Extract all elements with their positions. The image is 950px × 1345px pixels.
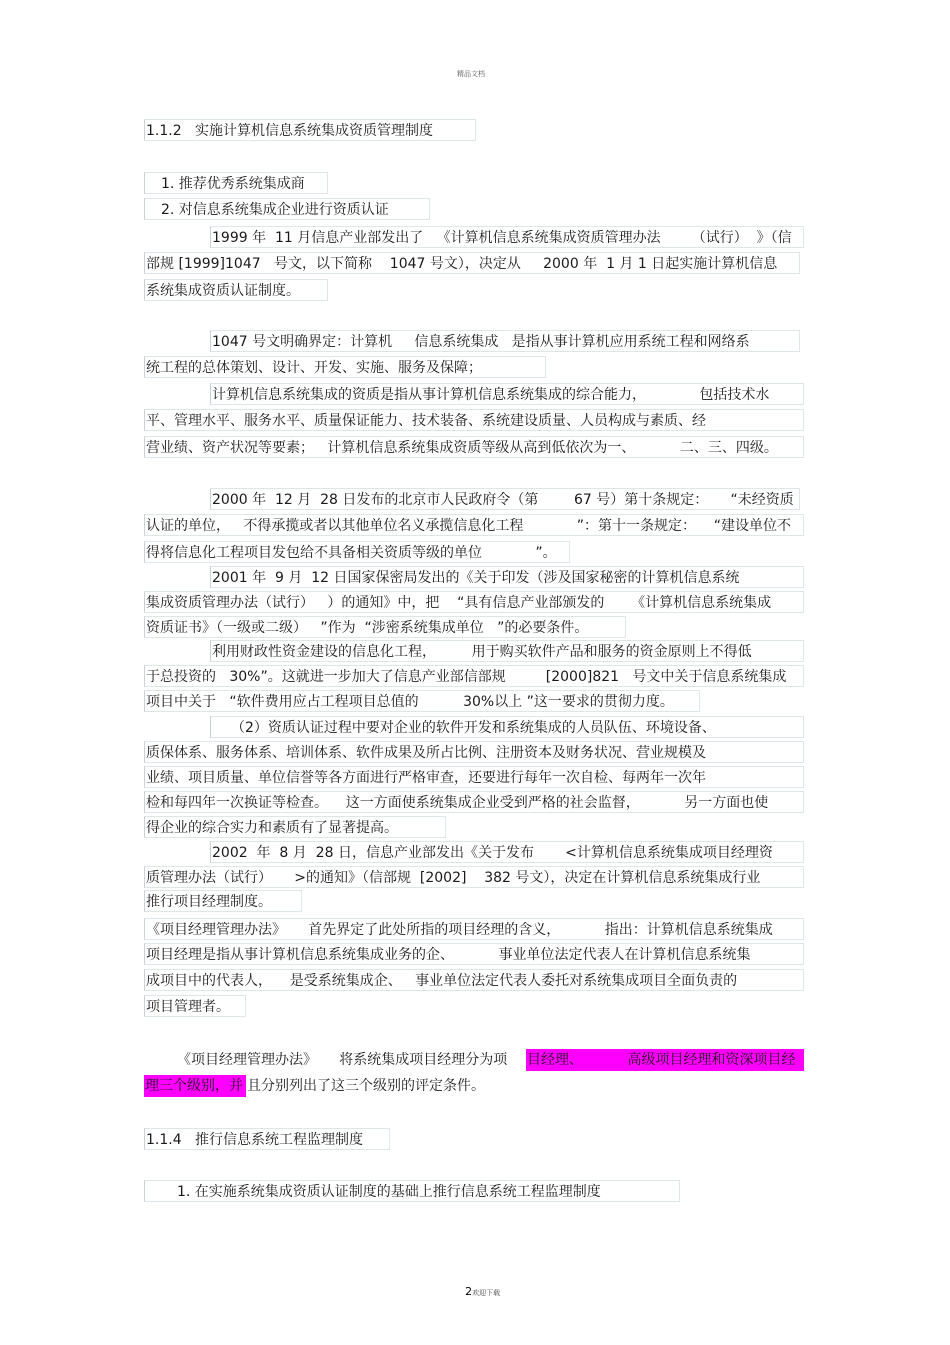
paragraph-line: 2000 年 12 月 28 日发布的北京市人民政府令（第 67 号）第十条规定： “未经资质	[210, 488, 800, 510]
paragraph-line: 成项目中的代表人， 是受系统集成企、 事业单位法定代表人委托对系统集成项目全面负责的	[144, 969, 804, 991]
paragraph-line: 《项目经理管理办法》 首先界定了此处所指的项目经理的含义， 指出：计算机信息系统集成	[144, 918, 804, 940]
section-heading: 1.1.4 推行信息系统工程监理制度	[144, 1128, 390, 1150]
paragraph-line: 质保体系、服务体系、培训体系、软件成果及所占比例、注册资本及财务状况、营业规模及	[144, 741, 804, 763]
highlighted-text: 理三个级别，并	[144, 1075, 246, 1097]
footer-text: 欢迎下载	[472, 1289, 501, 1297]
page-footer	[455, 1261, 500, 1299]
paragraph-line: 营业绩、资产状况等要素； 计算机信息系统集成资质等级从高到低依次为一、 二、三、四级。	[144, 436, 804, 458]
paragraph-line: 计算机信息系统集成的资质是指从事计算机信息系统集成的综合能力， 包括技术水	[210, 383, 804, 405]
paragraph-line: 集成资质管理办法（试行） ）的通知》中，把 “具有信息产业部颁发的 《计算机信息系统集成	[144, 591, 804, 613]
paragraph-line: 得企业的综合实力和素质有了显著提高。	[144, 816, 446, 838]
paragraph-line: 且分别列出了这三个级别的评定条件。	[247, 1078, 485, 1094]
paragraph-line: 检和每四年一次换证等检查。 这一方面使系统集成企业受到严格的社会监督， 另一方面也使	[144, 791, 804, 813]
page-header: 精品文档	[457, 70, 485, 78]
paragraph-line: 资质证书》（一级或二级） ”作为 “涉密系统集成单位 ”的必要条件。	[144, 616, 626, 638]
paragraph-line: 得将信息化工程项目发包给不具备相关资质等级的单位 ”。	[144, 541, 570, 563]
paragraph-line: 1999 年 11 月信息产业部发出了 《计算机信息系统集成资质管理办法 （试行） 》（信	[210, 226, 804, 248]
list-item: 2. 对信息系统集成企业进行资质认证	[144, 198, 430, 220]
paragraph-line: 统工程的总体策划、设计、开发、实施、服务及保障；	[144, 356, 546, 378]
paragraph-line: 2001 年 9 月 12 日国家保密局发出的《关于印发（涉及国家秘密的计算机信息系统	[210, 566, 804, 588]
paragraph-line: 于总投资的 30%”。这就进一步加大了信息产业部信部规 [2000]821 号文中关于信息系统集成	[144, 665, 804, 687]
paragraph-line: 2002 年 8 月 28 日，信息产业部发出《关于发布 <计算机信息系统集成项目经理资	[210, 841, 804, 863]
paragraph-line: 项目中关于 “软件费用应占工程项目总值的 30%以上 ”这一要求的贯彻力度。	[144, 690, 700, 712]
section-heading: 1.1.2 实施计算机信息系统集成资质管理制度	[144, 119, 476, 141]
paragraph-line: 项目经理是指从事计算机信息系统集成业务的企、 事业单位法定代表人在计算机信息系统集	[144, 943, 804, 965]
paragraph-line: 《项目经理管理办法》 将系统集成项目经理分为项	[177, 1052, 508, 1068]
list-item: 1. 在实施系统集成资质认证制度的基础上推行信息系统工程监理制度	[144, 1180, 680, 1202]
paragraph-line: 利用财政性资金建设的信息化工程， 用于购买软件产品和服务的资金原则上不得低	[210, 640, 804, 662]
paragraph-line: 1047 号文明确界定：计算机 信息系统集成 是指从事计算机应用系统工程和网络系	[210, 330, 800, 352]
paragraph-line: 系统集成资质认证制度。	[144, 279, 328, 301]
paragraph-line: 平、管理水平、服务水平、质量保证能力、技术装备、系统建设质量、人员构成与素质、经	[144, 409, 804, 431]
highlighted-text: 目经理、 高级项目经理和资深项目经	[526, 1049, 804, 1071]
paragraph-line: 项目管理者。	[144, 995, 246, 1017]
page-number: 2	[465, 1285, 473, 1298]
paragraph-line: 认证的单位， 不得承揽或者以其他单位名义承揽信息化工程 ”：第十一条规定： “建设单位不	[144, 514, 804, 536]
paragraph-line: 推行项目经理制度。	[144, 890, 302, 912]
paragraph-line: 部规 [1999]1047 号文，以下简称 1047 号文），决定从 2000 年 1 月 1 日起实施计算机信息	[144, 252, 800, 274]
paragraph-line: 业绩、项目质量、单位信誉等各方面进行严格审查，还要进行每年一次自检、每两年一次年	[144, 766, 804, 788]
paragraph-line: （2）资质认证过程中要对企业的软件开发和系统集成的人员队伍、环境设备、	[210, 716, 804, 738]
list-item: 1. 推荐优秀系统集成商	[144, 172, 328, 194]
paragraph-line: 质管理办法（试行） >的通知》（信部规 [2002] 382 号文），决定在计算机信息系统集成行业	[144, 866, 804, 888]
